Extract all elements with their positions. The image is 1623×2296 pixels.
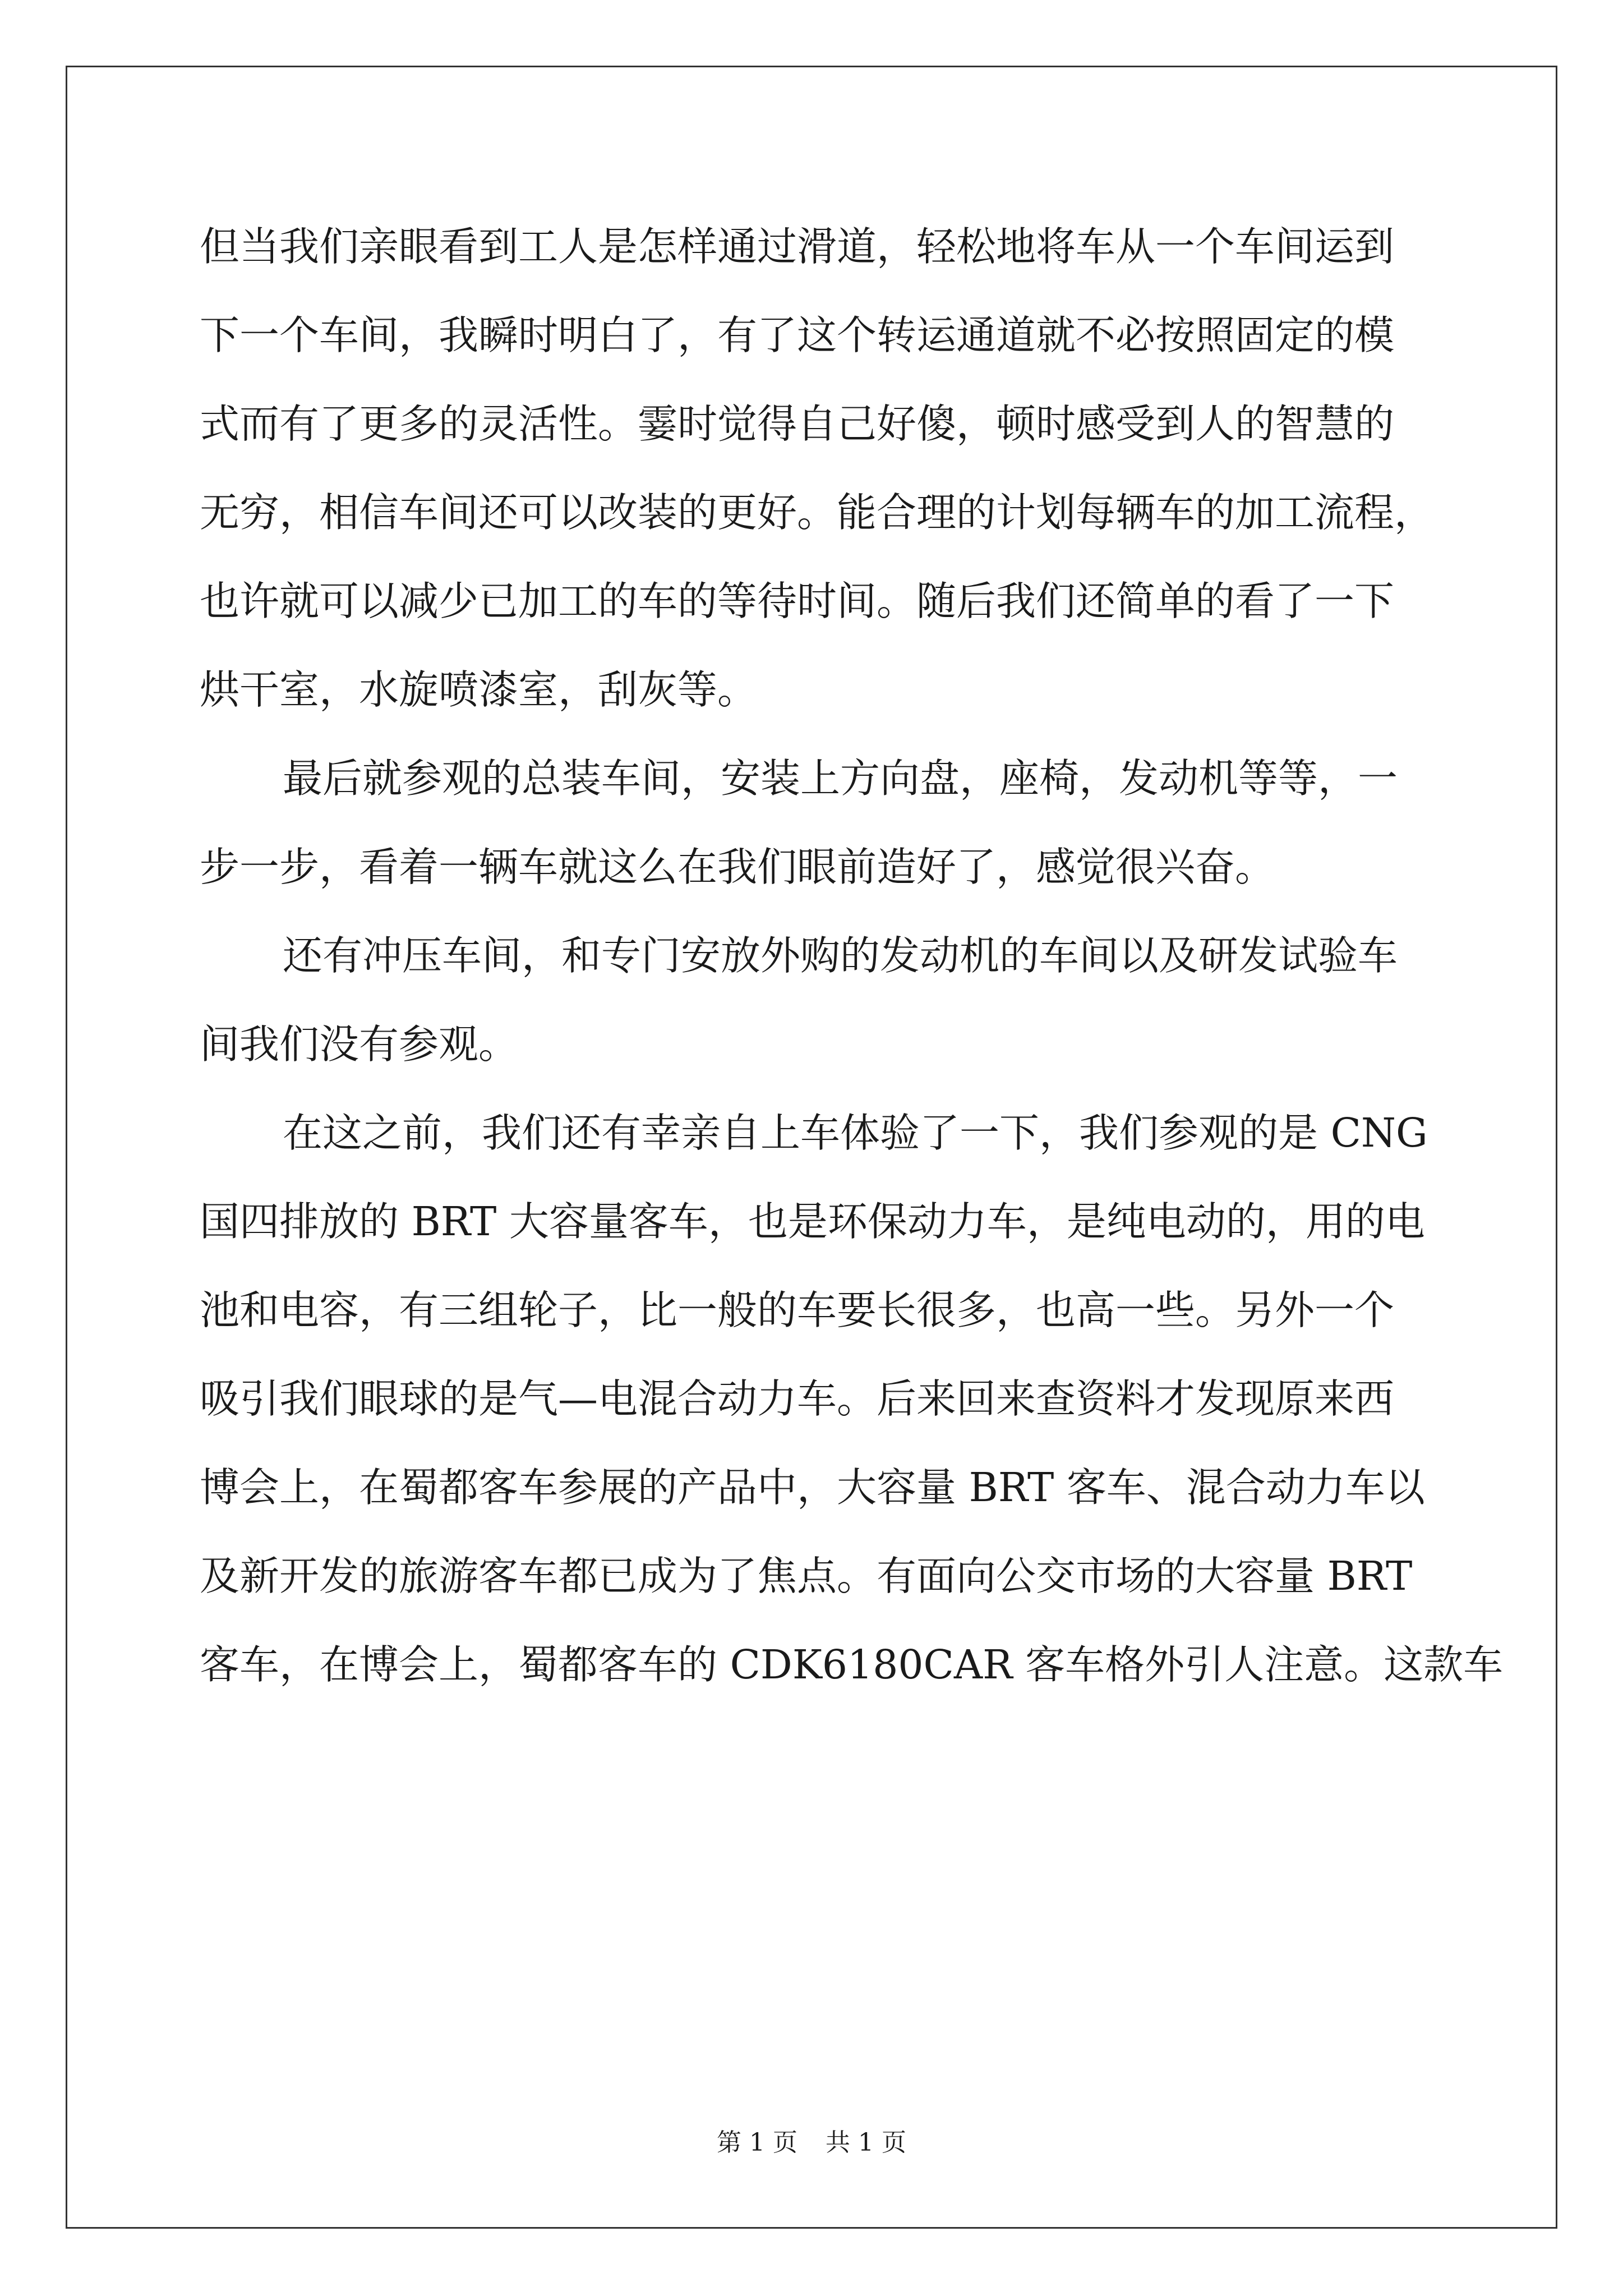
paragraph-first-line: 最后就参观的总装车间，安装上方向盘，座椅，发动机等等，一 [283,755,1398,802]
text-line: 下一个车间，我瞬时明白了，有了这个转运通道就不必按照固定的模 [200,312,1395,358]
paragraph-first-line: 还有冲压车间，和专门安放外购的发动机的车间以及研发试验车 [283,932,1398,979]
text-line: 间我们没有参观。 [200,1021,519,1068]
text-line: 式而有了更多的灵活性。霎时觉得自己好傻，顿时感受到人的智慧的 [200,401,1395,447]
page-number: 第 1 页 [717,2128,797,2157]
page-total: 共 1 页 [826,2128,906,2157]
text-line: 及新开发的旅游客车都已成为了焦点。有面向公交市场的大容量 BRT [200,1553,1413,1599]
text-line: 烘干室，水旋喷漆室，刮灰等。 [200,666,758,713]
text-line: 也许就可以减少已加工的车的等待时间。随后我们还简单的看了一下 [200,578,1395,624]
text-line: 无穷，相信车间还可以改装的更好。能合理的计划每辆车的加工流程， [200,489,1435,536]
text-line: 国四排放的 BRT 大容量客车，也是环保动力车，是纯电动的，用的电 [200,1198,1425,1245]
text-line: 步一步，看着一辆车就这么在我们眼前造好了，感觉很兴奋。 [200,844,1275,890]
text-line: 博会上，在蜀都客车参展的产品中，大容量 BRT 客车、混合动力车以 [200,1464,1425,1511]
text-line: 客车，在博会上，蜀都客车的 CDK6180CAR 客车格外引人注意。这款车 [200,1641,1504,1688]
text-line: 池和电容，有三组轮子，比一般的车要长很多，也高一些。另外一个 [200,1287,1395,1333]
text-line: 吸引我们眼球的是气—电混合动力车。后来回来查资料才发现原来西 [200,1375,1395,1422]
page-footer [0,2126,1623,2160]
paragraph-first-line: 在这之前，我们还有幸亲自上车体验了一下，我们参观的是 CNG [283,1110,1428,1156]
text-line: 但当我们亲眼看到工人是怎样通过滑道，轻松地将车从一个车间运到 [200,223,1395,270]
